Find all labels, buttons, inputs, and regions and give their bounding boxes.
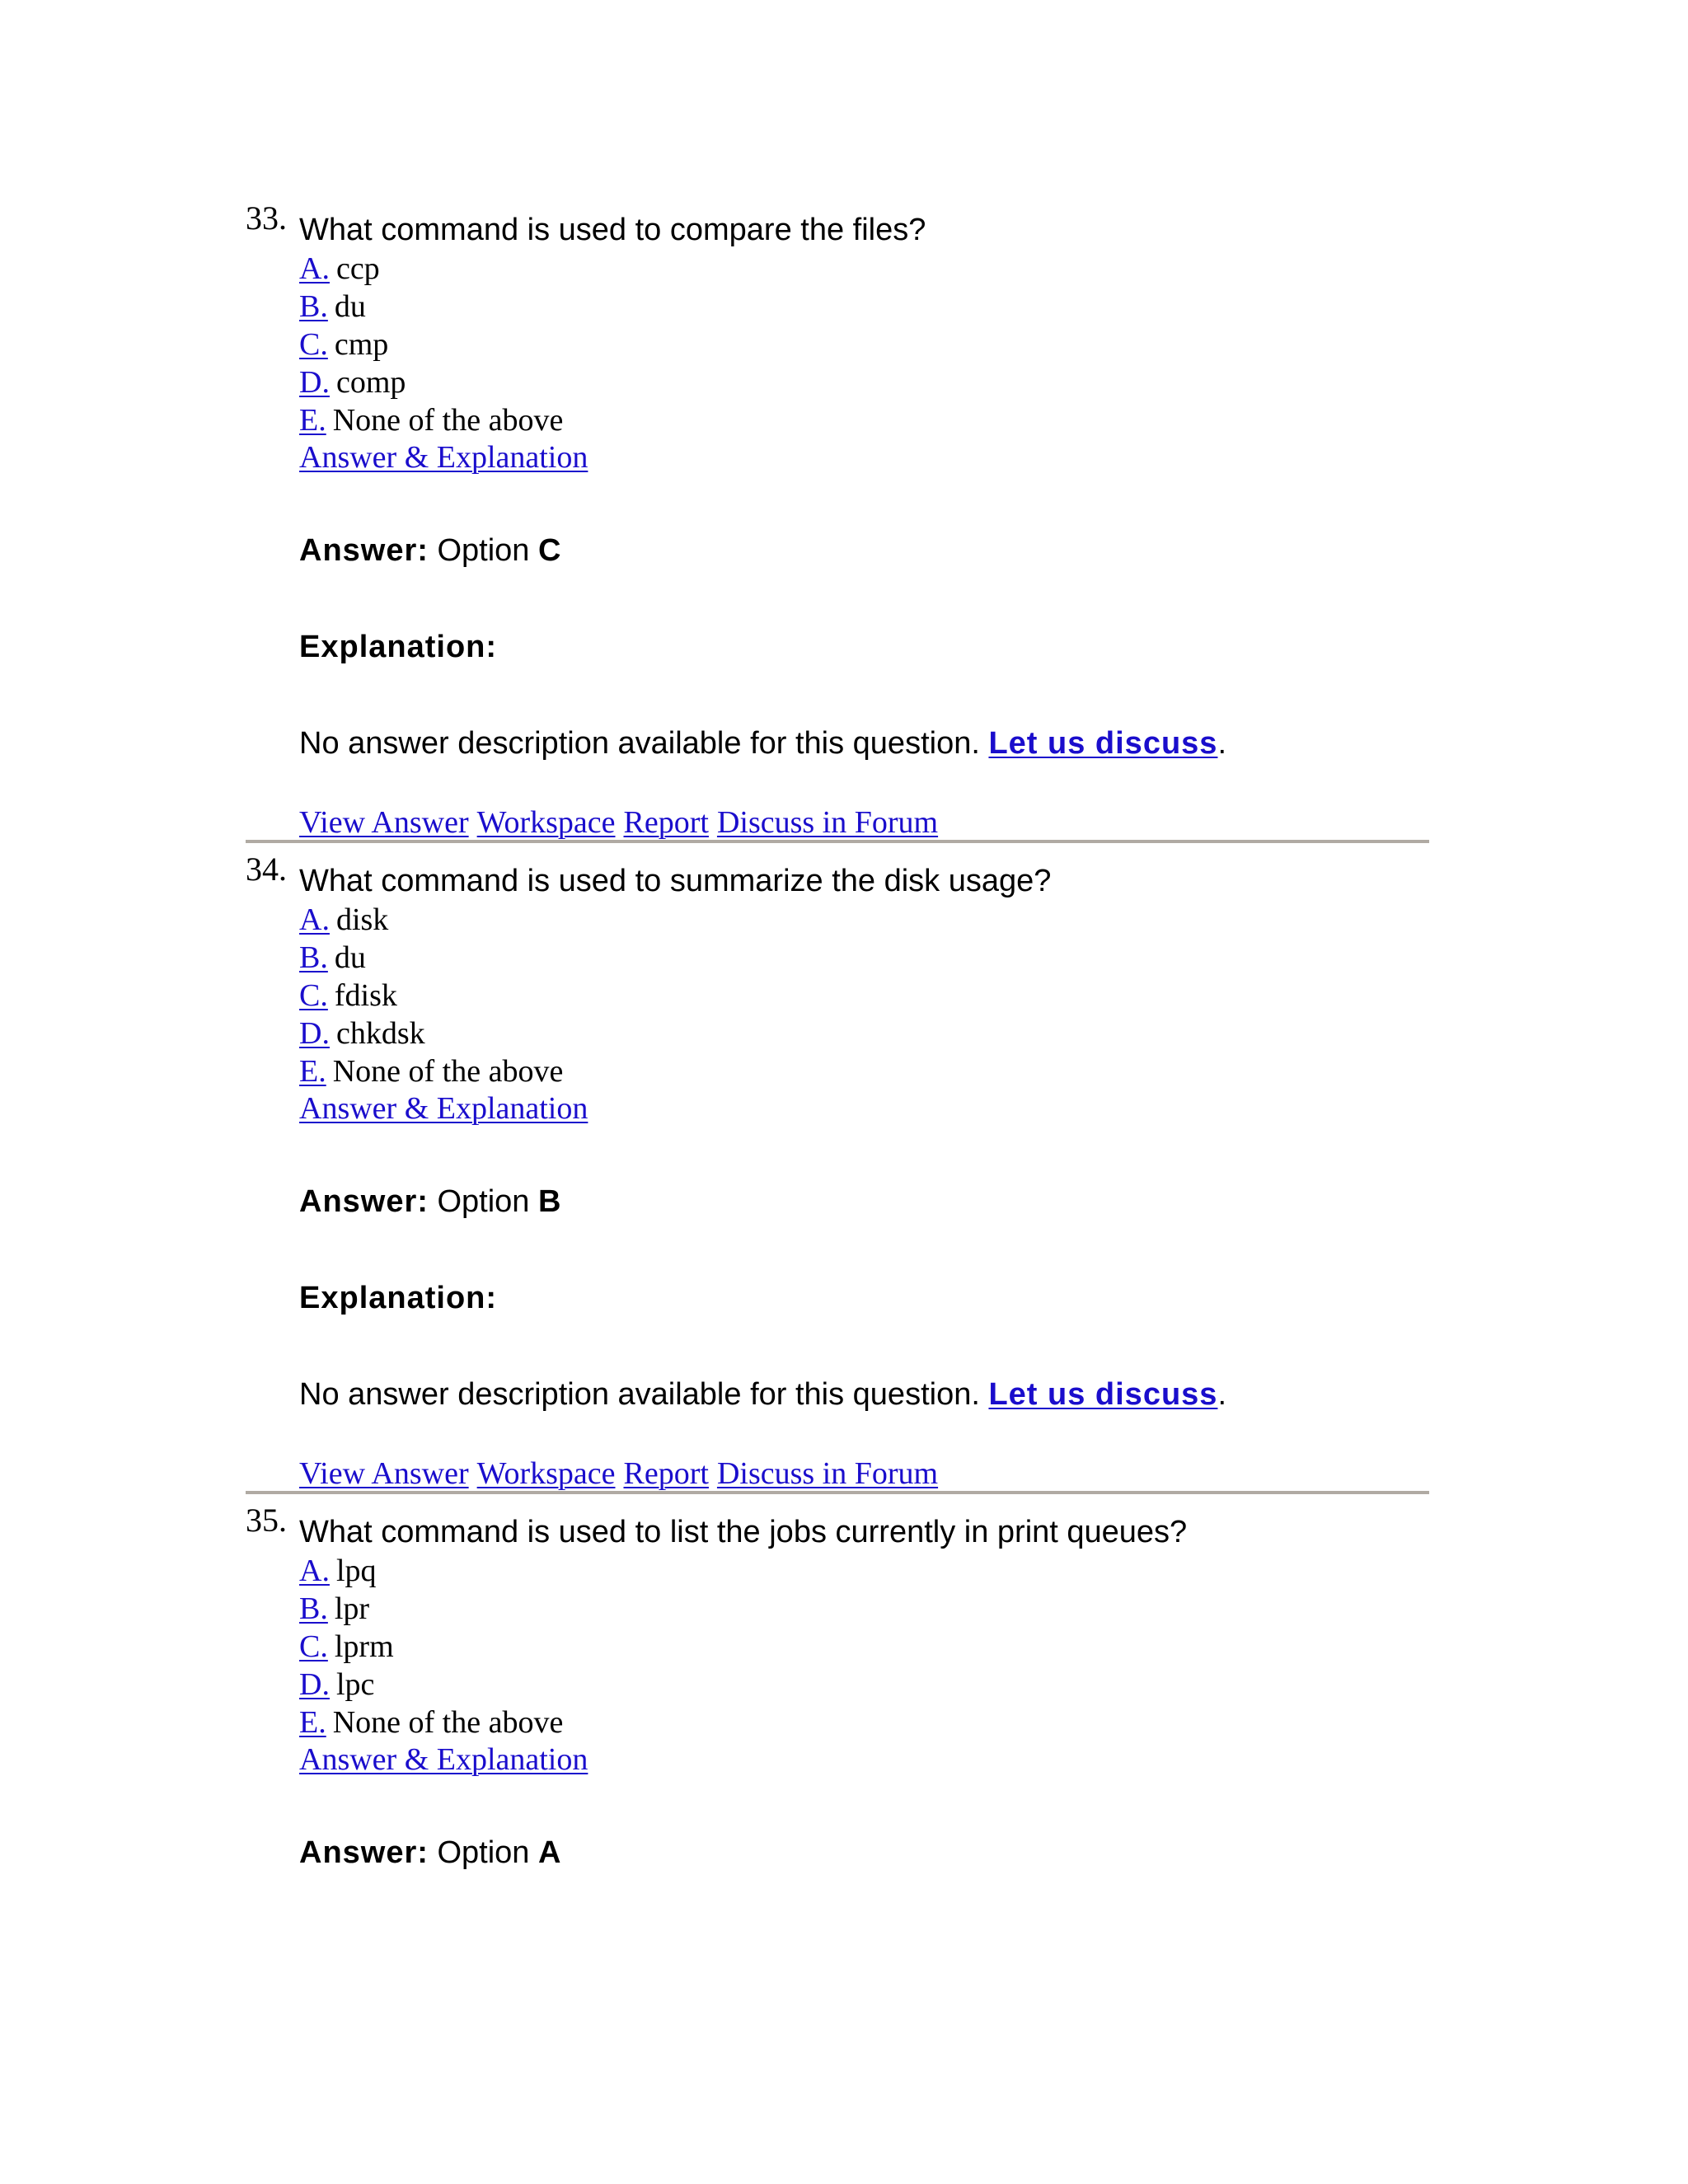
- explanation-period: .: [1217, 726, 1226, 761]
- option-b-link[interactable]: B.: [299, 289, 328, 324]
- option-text: lpc: [335, 1667, 375, 1702]
- answer-explanation-link[interactable]: Answer & Explanation: [299, 440, 588, 475]
- answer-line: [299, 1835, 560, 1871]
- explanation-period: .: [1217, 1377, 1226, 1412]
- option-c: [299, 1628, 563, 1666]
- option-e-link[interactable]: E.: [299, 1705, 326, 1740]
- option-text: lpq: [335, 1554, 377, 1588]
- explanation-label: Explanation:: [299, 1281, 498, 1315]
- answer-line: [299, 1183, 560, 1220]
- question-number: 34.: [246, 851, 287, 888]
- option-d: [299, 1015, 563, 1052]
- let-us-discuss-link[interactable]: Let us discuss: [988, 726, 1218, 761]
- discuss-in-forum-link[interactable]: Discuss in Forum: [716, 805, 939, 840]
- option-b: [299, 939, 563, 977]
- explanation-label: Explanation:: [299, 630, 498, 664]
- option-c-link[interactable]: C.: [299, 978, 328, 1013]
- view-answer-link[interactable]: View Answer: [299, 1456, 469, 1491]
- option-b: [299, 288, 563, 326]
- question-text: What command is used to list the jobs currently in print queues?: [299, 1515, 1188, 1549]
- view-answer-link[interactable]: View Answer: [299, 805, 469, 840]
- report-link[interactable]: Report: [623, 805, 709, 840]
- option-c: [299, 326, 563, 363]
- workspace-link[interactable]: Workspace: [476, 805, 616, 840]
- option-text: lprm: [334, 1629, 394, 1664]
- workspace-link[interactable]: Workspace: [476, 1456, 616, 1491]
- answer-prefix: Option: [437, 1184, 530, 1219]
- option-text: du: [334, 289, 366, 324]
- question-text: What command is used to summarize the disk usage?: [299, 864, 1052, 898]
- option-d-link[interactable]: D.: [299, 365, 330, 400]
- answer-explanation-link[interactable]: Answer & Explanation: [299, 1742, 588, 1777]
- option-c-link[interactable]: C.: [299, 1629, 328, 1664]
- answer-label: Answer:: [299, 1184, 429, 1219]
- answer-letter: B: [538, 1184, 561, 1219]
- option-e: [299, 1704, 563, 1741]
- option-a: [299, 901, 563, 939]
- option-text: lpr: [334, 1591, 370, 1626]
- question-separator: [246, 840, 1429, 843]
- question-footer-links: [299, 1455, 946, 1492]
- answer-letter: A: [538, 1835, 561, 1870]
- report-link[interactable]: Report: [623, 1456, 709, 1491]
- options-list: [299, 1552, 563, 1741]
- option-d-link[interactable]: D.: [299, 1667, 330, 1702]
- option-a-link[interactable]: A.: [299, 251, 330, 286]
- option-text: None of the above: [332, 1054, 564, 1089]
- option-a-link[interactable]: A.: [299, 1554, 330, 1588]
- option-e-link[interactable]: E.: [299, 1054, 326, 1089]
- option-d-link[interactable]: D.: [299, 1016, 330, 1051]
- option-text: None of the above: [332, 403, 564, 438]
- options-list: [299, 901, 563, 1090]
- option-c: [299, 977, 563, 1015]
- explanation-body: No answer description available for this question.: [299, 1377, 980, 1412]
- option-d: [299, 363, 563, 401]
- answer-letter: C: [538, 533, 561, 568]
- answer-label: Answer:: [299, 533, 429, 568]
- option-e: [299, 1052, 563, 1090]
- option-text: disk: [335, 902, 389, 937]
- option-a: [299, 250, 563, 288]
- question-number: 33.: [246, 199, 287, 237]
- option-c-link[interactable]: C.: [299, 327, 328, 362]
- answer-prefix: Option: [437, 533, 530, 568]
- option-text: cmp: [334, 327, 389, 362]
- option-text: None of the above: [332, 1705, 564, 1740]
- option-e: [299, 401, 563, 439]
- options-list: [299, 250, 563, 439]
- explanation-body: No answer description available for this question.: [299, 726, 980, 761]
- option-a-link[interactable]: A.: [299, 902, 330, 937]
- question-text: What command is used to compare the files?: [299, 213, 926, 247]
- option-b-link[interactable]: B.: [299, 940, 328, 975]
- option-text: ccp: [335, 251, 380, 286]
- option-text: chkdsk: [335, 1016, 425, 1051]
- option-a: [299, 1552, 563, 1590]
- answer-label: Answer:: [299, 1835, 429, 1870]
- option-text: comp: [335, 365, 406, 400]
- let-us-discuss-link[interactable]: Let us discuss: [988, 1377, 1218, 1412]
- option-e-link[interactable]: E.: [299, 403, 326, 438]
- discuss-in-forum-link[interactable]: Discuss in Forum: [716, 1456, 939, 1491]
- option-b-link[interactable]: B.: [299, 1591, 328, 1626]
- answer-line: [299, 532, 560, 569]
- question-separator: [246, 1491, 1429, 1494]
- answer-explanation-link[interactable]: Answer & Explanation: [299, 1091, 588, 1126]
- question-number: 35.: [246, 1502, 287, 1539]
- explanation-text: [299, 1376, 1226, 1413]
- answer-prefix: Option: [437, 1835, 530, 1870]
- explanation-text: [299, 725, 1226, 762]
- option-text: fdisk: [334, 978, 397, 1013]
- option-d: [299, 1666, 563, 1704]
- question-footer-links: [299, 804, 946, 841]
- option-b: [299, 1590, 563, 1628]
- option-text: du: [334, 940, 366, 975]
